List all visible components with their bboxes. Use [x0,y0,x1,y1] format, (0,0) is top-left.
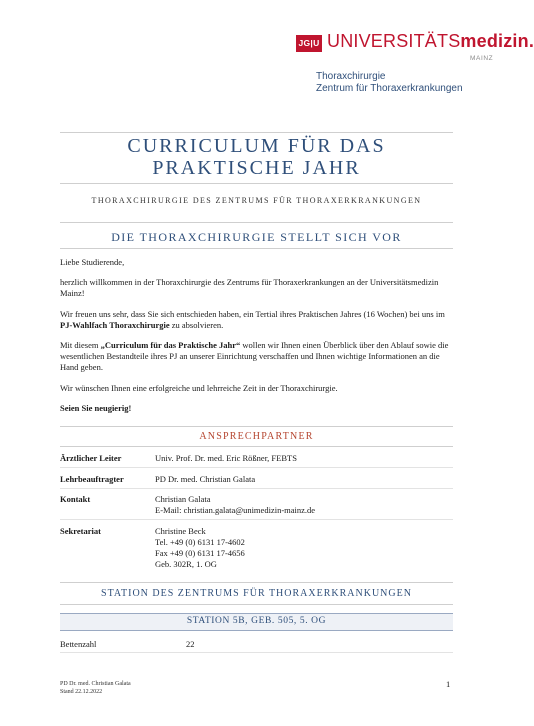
intro-rule-bottom [60,248,453,249]
intro-paragraph-5 [60,403,453,414]
intro-paragraph-2 [60,309,453,331]
contact-divider [60,519,453,520]
contact-line: Fax +49 (0) 6131 17-4656 [155,548,245,558]
paragraph-5-text: Seien Sie neugierig! [60,403,132,413]
beds-value: 22 [186,639,195,649]
station-rule-top [60,582,453,583]
station-rule-bottom [60,604,453,605]
contact-label: Sekretariat [60,526,101,536]
beds-label: Bettenzahl [60,639,97,649]
university-logo-wordmark [327,31,534,52]
title-rule-top [60,132,453,133]
contact-line: Geb. 302R, 1. OG [155,559,217,569]
contact-divider [60,488,453,489]
contact-line: Tel. +49 (0) 6131 17-4602 [155,537,245,547]
paragraph-3-bold: „Curriculum für das Praktische Jahr“ [100,340,241,350]
department-block [316,71,463,95]
contact-label: Lehrbeauftragter [60,474,124,484]
university-logo-badge: JG|U [296,35,322,52]
intro-rule-top [60,222,453,223]
paragraph-3-text-a: Mit diesem [60,340,101,350]
intro-paragraph-3 [60,340,453,373]
logo-city: MAINZ [470,55,494,62]
contacts-heading: ANSPRECHPARTNER [199,431,314,442]
greeting-text: Liebe Studierende, [60,257,125,267]
paragraph-3-text-b: wollen wir Ihnen einen Überblick über den Ablauf sowie die wesentlichen Bestandteile ihres PJ an unserer Einrichtung verschaffen und Ihnen wichtige Informationen an die Hand geben. [60,340,449,372]
department-line-2: Zentrum für Thoraxerkrankungen [316,83,463,94]
footer-date: Stand 22.12.2022 [60,689,103,695]
contacts-rule-bottom [60,446,453,447]
paragraph-2-text-a: Wir freuen uns sehr, dass Sie sich entschieden haben, ein Tertial ihres Praktischen Jahres (16 Wochen) bei uns im [60,309,445,319]
paragraph-2-bold: PJ-Wahlfach Thoraxchirurgie [60,320,170,330]
contact-email-link[interactable]: E-Mail: christian.galata@unimedizin-mainz.de [155,505,316,515]
station-divider [60,652,453,653]
contact-divider [60,467,453,468]
document-title [60,135,453,179]
title-rule-bottom [60,183,453,184]
station-subheading: STATION 5B, GEB. 505, 5. OG [186,616,327,626]
intro-heading: DIE THORAXCHIRURGIE STELLT SICH VOR [111,230,402,244]
department-line-1: Thoraxchirurgie [316,71,386,82]
contact-label: Ärztlicher Leiter [60,453,122,463]
intro-greeting [60,257,453,268]
footer-meta [60,680,131,696]
contacts-rule-top [60,426,453,427]
title-line-2: PRAKTISCHE JAHR [152,157,361,179]
contact-line: PD Dr. med. Christian Galata [155,474,256,484]
station-heading: STATION DES ZENTRUMS FÜR THORAXERKRANKUNGEN [101,588,412,599]
contact-value [155,526,455,570]
paragraph-4-text: Wir wünschen Ihnen eine erfolgreiche und lehrreiche Zeit in der Thoraxchirurgie. [60,383,338,393]
contact-value [155,453,455,464]
document-subtitle: THORAXCHIRURGIE DES ZENTRUMS FÜR THORAXERKRANKUNGEN [91,196,422,205]
contact-line: Christian Galata [155,494,211,504]
page-number: 1 [446,679,451,689]
contact-value [155,474,455,485]
logo-bold: medizin. [460,31,534,51]
intro-paragraph-4 [60,383,453,394]
paragraph-1-text: herzlich willkommen in der Thoraxchirurgie des Zentrums für Thoraxerkrankungen an der Universitätsmedizin Mainz! [60,277,439,298]
paragraph-2-text-b: zu absolvieren. [169,320,224,330]
intro-paragraph-1 [60,277,453,299]
logo-prefix: UNIVERSITÄTS [327,31,461,51]
contact-line: Christine Beck [155,526,206,536]
contact-value [155,494,455,516]
contact-line: Univ. Prof. Dr. med. Eric Rößner, FEBTS [155,453,297,463]
footer-author: PD Dr. med. Christian Galata [60,681,131,687]
contact-label: Kontakt [60,494,91,504]
title-line-1: CURRICULUM FÜR DAS [127,135,386,157]
